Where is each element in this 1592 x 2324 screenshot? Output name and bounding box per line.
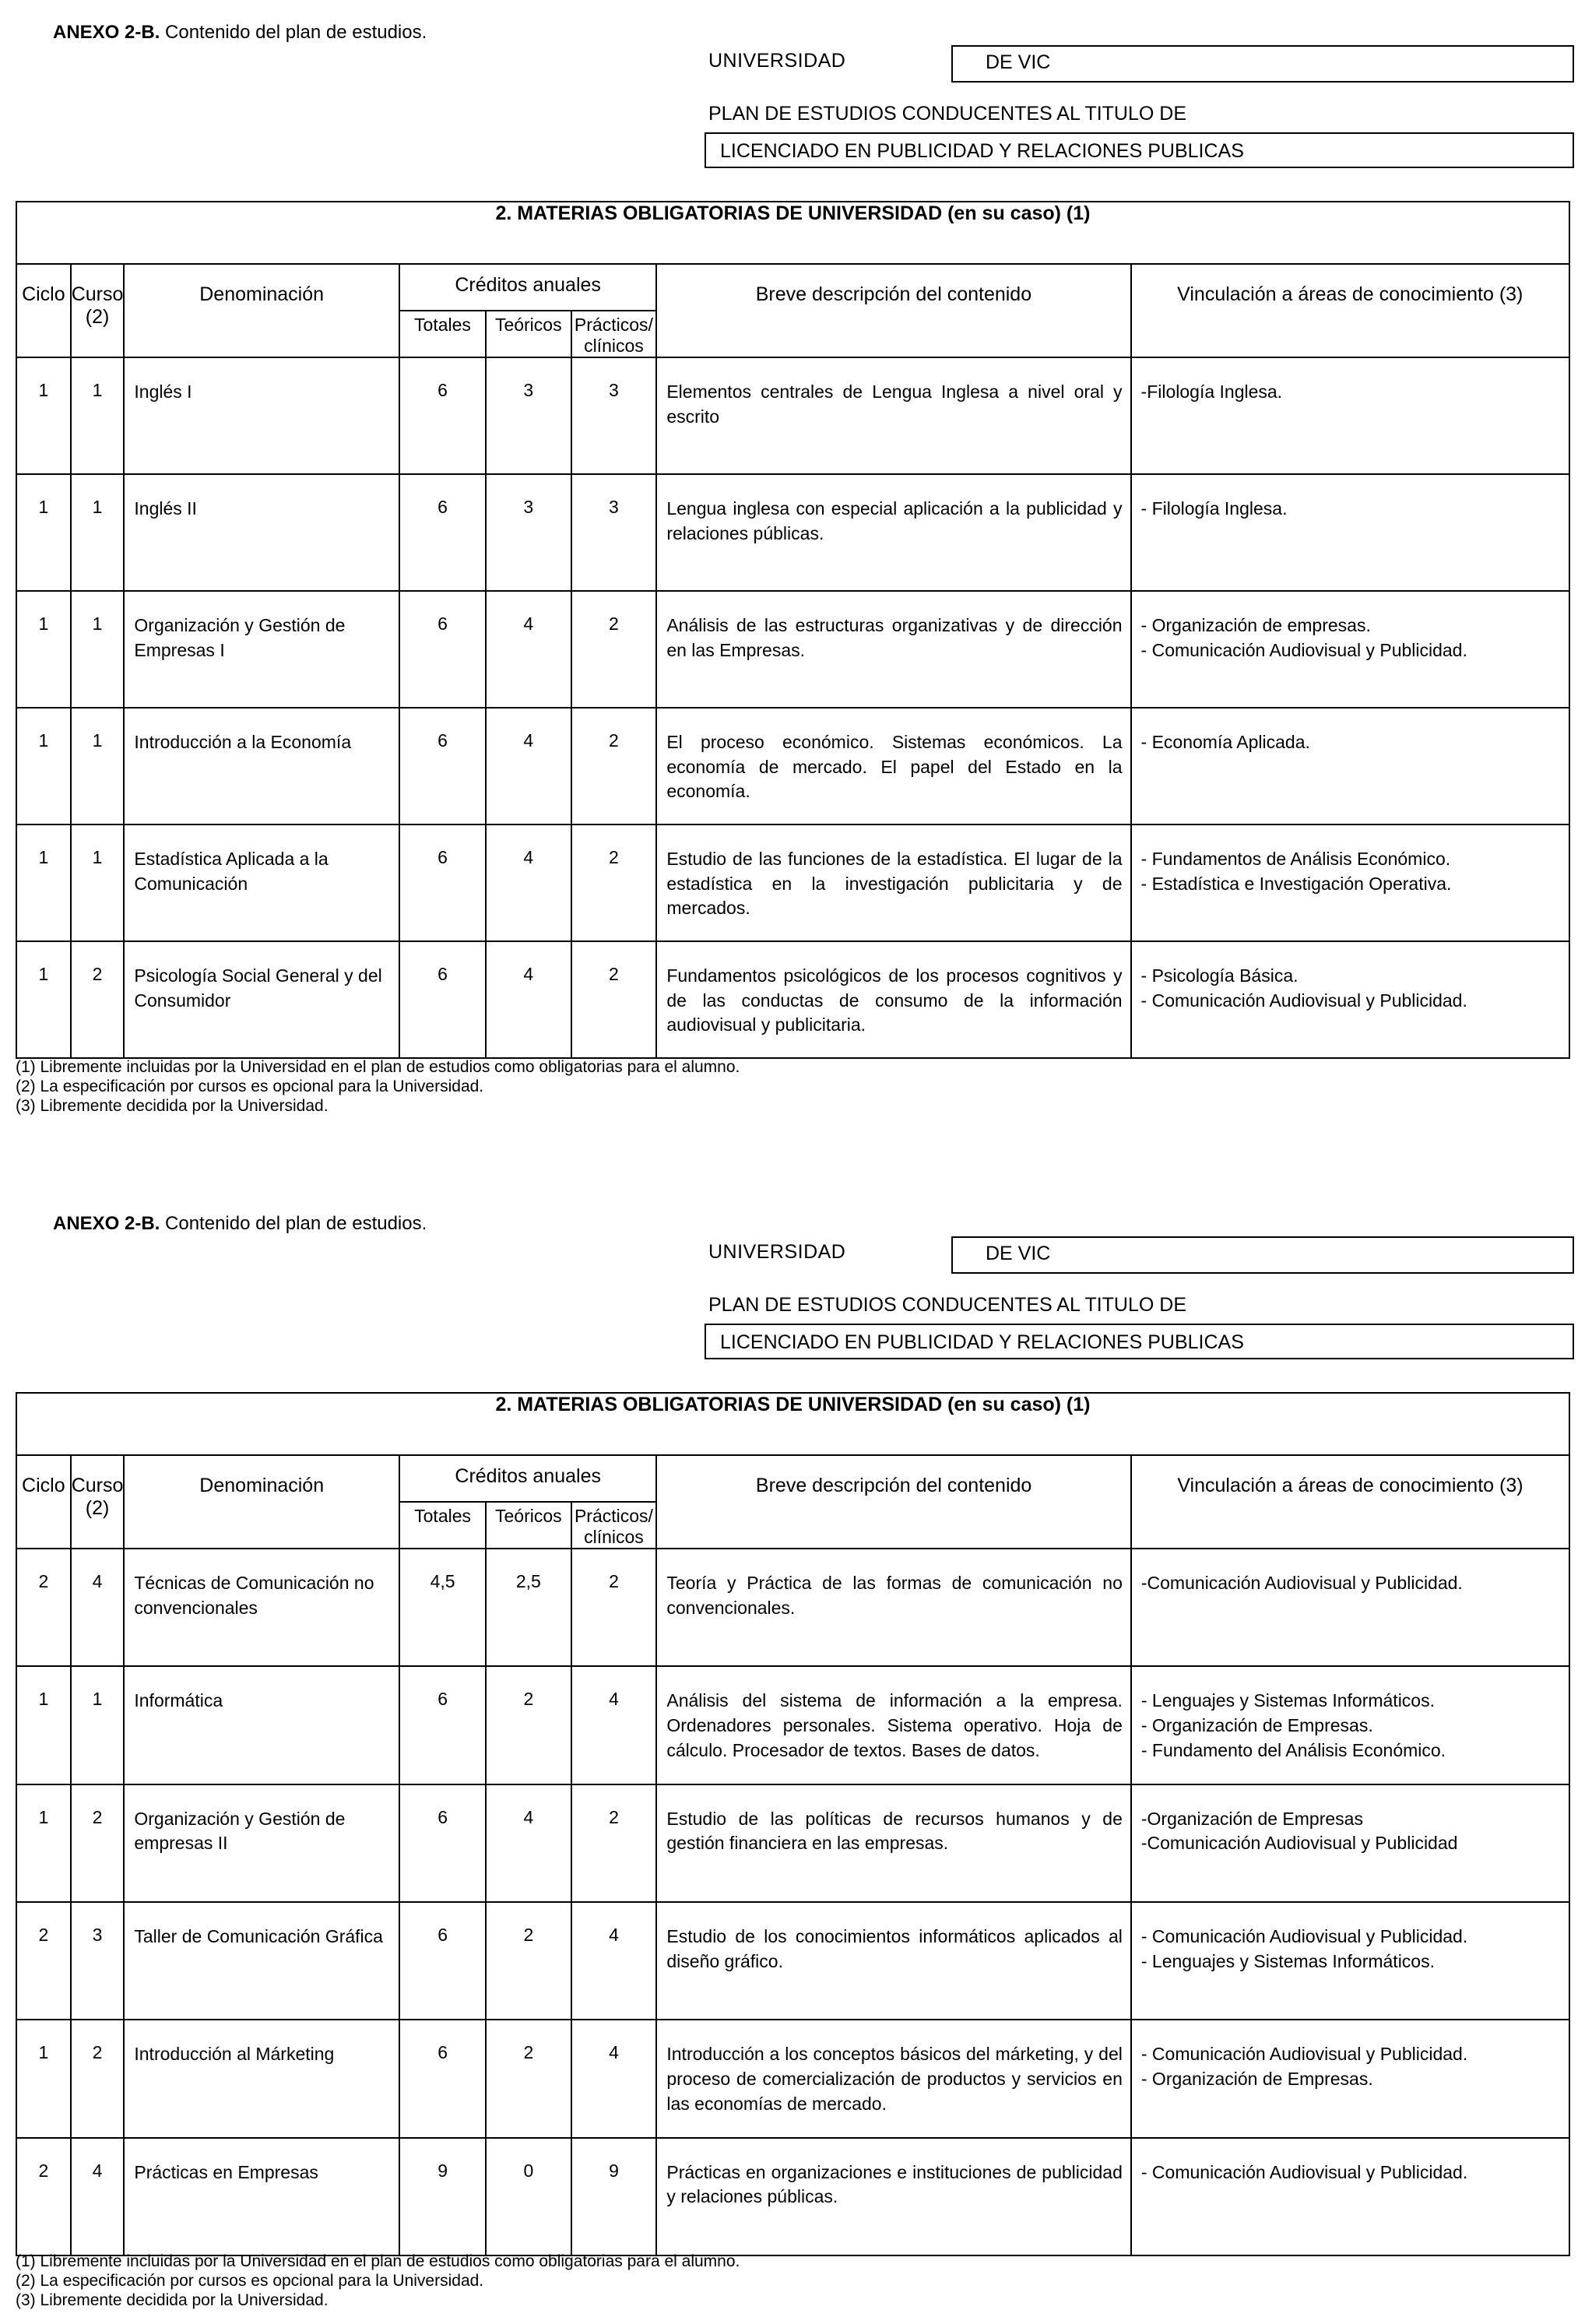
footnotes (16, 1057, 740, 1116)
curso-cell: 1 (71, 824, 125, 941)
footnote-2: (2) La especificación por cursos es opcional para la Universidad. (16, 1078, 484, 1096)
practicos-cell: 3 (571, 474, 657, 591)
denominacion-cell: Organización y Gestión de empresas II (124, 1784, 399, 1902)
header-curso: Curso (2) (71, 264, 125, 357)
footnote-1: (1) Libremente incluidas por la Universidad en el plan de estudios como obligatorias para el alumno. (16, 1058, 740, 1076)
teoricos-cell: 3 (486, 474, 571, 591)
vinculacion-cell: - Psicología Básica. - Comunicación Audiovisual y Publicidad. (1131, 941, 1569, 1058)
header-descripcion: Breve descripción del contenido (656, 264, 1130, 357)
denominacion-cell: Introducción al Márketing (124, 2020, 399, 2137)
curso-cell: 3 (71, 1902, 125, 2020)
table-title: 2. MATERIAS OBLIGATORIAS DE UNIVERSIDAD (en su caso) (1) (16, 202, 1569, 264)
practicos-cell: 3 (571, 357, 657, 474)
teoricos-cell: 2 (486, 1902, 571, 2020)
header-creditos: Créditos anuales (399, 1455, 656, 1502)
ciclo-cell: 1 (16, 824, 71, 941)
curso-cell: 1 (71, 591, 125, 708)
universidad-label: UNIVERSIDAD (708, 50, 846, 72)
curso-cell: 4 (71, 2138, 125, 2255)
practicos-cell: 2 (571, 591, 657, 708)
table-row (16, 824, 1569, 941)
denominacion-cell: Introducción a la Economía (124, 708, 399, 824)
vinculacion-cell: -Filología Inglesa. (1131, 357, 1569, 474)
teoricos-cell: 4 (486, 591, 571, 708)
ciclo-cell: 1 (16, 708, 71, 824)
curso-cell: 1 (71, 357, 125, 474)
header-vinculacion: Vinculación a áreas de conocimiento (3) (1131, 1455, 1569, 1549)
totales-cell: 6 (399, 708, 486, 824)
ciclo-cell: 2 (16, 1549, 71, 1666)
ciclo-cell: 1 (16, 591, 71, 708)
vinculacion-cell: -Organización de Empresas -Comunicación Audiovisual y Publicidad (1131, 1784, 1569, 1902)
table-row (16, 2138, 1569, 2255)
descripcion-cell: Estudio de las políticas de recursos humanos y de gestión financiera en las empresas. (656, 1784, 1131, 1902)
totales-cell: 6 (399, 591, 486, 708)
annex-title: ANEXO 2-B. Contenido del plan de estudios. (53, 22, 427, 43)
vinculacion-cell: - Lenguajes y Sistemas Informáticos. - Organización de Empresas. - Fundamento del Análisis Económico. (1131, 1666, 1569, 1784)
table-row (16, 2020, 1569, 2137)
header-descripcion: Breve descripción del contenido (656, 1455, 1131, 1549)
footnote-1: (1) Libremente incluidas por la Universidad en el plan de estudios como obligatorias para el alumno. (16, 2252, 740, 2270)
practicos-cell: 4 (571, 1666, 657, 1784)
practicos-cell: 2 (571, 824, 657, 941)
teoricos-cell: 2 (486, 2020, 571, 2137)
footnote-3: (3) Libremente decidida por la Universidad. (16, 2291, 329, 2310)
titulo-value: LICENCIADO EN PUBLICIDAD Y RELACIONES PUBLICAS (705, 1324, 1574, 1359)
vinculacion-cell: - Organización de empresas. - Comunicación Audiovisual y Publicidad. (1131, 591, 1569, 708)
denominacion-cell: Informática (124, 1666, 399, 1784)
denominacion-cell: Taller de Comunicación Gráfica (124, 1902, 399, 2020)
vinculacion-cell: - Economía Aplicada. (1131, 708, 1569, 824)
totales-cell: 6 (399, 357, 486, 474)
header-denominacion: Denominación (124, 1455, 399, 1549)
practicos-cell: 9 (571, 2138, 657, 2255)
table-row (16, 1549, 1569, 1666)
ciclo-cell: 2 (16, 1902, 71, 2020)
denominacion-cell: Inglés I (124, 357, 399, 474)
ciclo-cell: 1 (16, 1666, 71, 1784)
curso-cell: 2 (71, 941, 125, 1058)
teoricos-cell: 3 (486, 357, 571, 474)
totales-cell: 9 (399, 2138, 486, 2255)
universidad-label: UNIVERSIDAD (708, 1241, 846, 1263)
teoricos-cell: 4 (486, 941, 571, 1058)
curso-cell: 2 (71, 1784, 125, 1902)
header-teoricos: Teóricos (486, 1502, 571, 1549)
totales-cell: 4,5 (399, 1549, 486, 1666)
descripcion-cell: Elementos centrales de Lengua Inglesa a nivel oral y escrito (656, 357, 1130, 474)
materias-table (16, 201, 1570, 1059)
totales-cell: 6 (399, 2020, 486, 2137)
totales-cell: 6 (399, 941, 486, 1058)
titulo-value: LICENCIADO EN PUBLICIDAD Y RELACIONES PUBLICAS (705, 132, 1574, 168)
totales-cell: 6 (399, 474, 486, 591)
ciclo-cell: 1 (16, 941, 71, 1058)
vinculacion-cell: - Filología Inglesa. (1131, 474, 1569, 591)
totales-cell: 6 (399, 824, 486, 941)
denominacion-cell: Prácticas en Empresas (124, 2138, 399, 2255)
header-teoricos: Teóricos (486, 311, 571, 357)
footnote-3: (3) Libremente decidida por la Universidad. (16, 1097, 329, 1116)
curso-cell: 1 (71, 708, 125, 824)
materias-table (16, 1392, 1570, 2256)
descripcion-cell: Fundamentos psicológicos de los procesos cognitivos y de las conductas de consumo de la información audiovisual y publicitaria. (656, 941, 1130, 1058)
ciclo-cell: 1 (16, 1784, 71, 1902)
header-practicos: Prácticos/ clínicos (571, 1502, 657, 1549)
descripcion-cell: Estudio de las funciones de la estadística. El lugar de la estadística en la investigación publicitaria y de mercados. (656, 824, 1130, 941)
header-vinculacion: Vinculación a áreas de conocimiento (3) (1131, 264, 1569, 357)
header-practicos: Prácticos/ clínicos (571, 311, 657, 357)
descripcion-cell: Análisis del sistema de información a la empresa. Ordenadores personales. Sistema operativo. Hoja de cálculo. Procesador de textos. Bases de datos. (656, 1666, 1131, 1784)
practicos-cell: 2 (571, 708, 657, 824)
table-title: 2. MATERIAS OBLIGATORIAS DE UNIVERSIDAD (en su caso) (1) (16, 1393, 1569, 1455)
descripcion-cell: Estudio de los conocimientos informáticos aplicados al diseño gráfico. (656, 1902, 1131, 2020)
table-row (16, 708, 1569, 824)
header-curso: Curso (2) (71, 1455, 125, 1549)
practicos-cell: 4 (571, 1902, 657, 2020)
descripcion-cell: Lengua inglesa con especial aplicación a la publicidad y relaciones públicas. (656, 474, 1130, 591)
vinculacion-cell: - Comunicación Audiovisual y Publicidad. - Organización de Empresas. (1131, 2020, 1569, 2137)
ciclo-cell: 1 (16, 474, 71, 591)
totales-cell: 6 (399, 1666, 486, 1784)
descripcion-cell: Análisis de las estructuras organizativas y de dirección en las Empresas. (656, 591, 1130, 708)
annex-title: ANEXO 2-B. Contenido del plan de estudios. (53, 1213, 427, 1234)
vinculacion-cell: - Comunicación Audiovisual y Publicidad. - Lenguajes y Sistemas Informáticos. (1131, 1902, 1569, 2020)
footnotes (16, 2252, 740, 2311)
plan-label: PLAN DE ESTUDIOS CONDUCENTES AL TITULO DE (708, 103, 1187, 125)
descripcion-cell: El proceso económico. Sistemas económicos. La economía de mercado. El papel del Estado en la economía. (656, 708, 1130, 824)
descripcion-cell: Introducción a los conceptos básicos del márketing, y del proceso de comercialización de productos y servicios en las economías de mercado. (656, 2020, 1131, 2137)
vinculacion-cell: - Fundamentos de Análisis Económico. - Estadística e Investigación Operativa. (1131, 824, 1569, 941)
header-ciclo: Ciclo (16, 1455, 71, 1549)
header-creditos: Créditos anuales (399, 264, 656, 311)
table-row (16, 1666, 1569, 1784)
plan-label: PLAN DE ESTUDIOS CONDUCENTES AL TITULO DE (708, 1294, 1187, 1316)
totales-cell: 6 (399, 1902, 486, 2020)
table-row (16, 474, 1569, 591)
table-row (16, 1784, 1569, 1902)
header-denominacion: Denominación (124, 264, 399, 357)
practicos-cell: 4 (571, 2020, 657, 2137)
ciclo-cell: 2 (16, 2138, 71, 2255)
teoricos-cell: 0 (486, 2138, 571, 2255)
teoricos-cell: 4 (486, 708, 571, 824)
curso-cell: 2 (71, 2020, 125, 2137)
practicos-cell: 2 (571, 1784, 657, 1902)
universidad-value: DE VIC (951, 45, 1574, 83)
vinculacion-cell: -Comunicación Audiovisual y Publicidad. (1131, 1549, 1569, 1666)
descripcion-cell: Prácticas en organizaciones e instituciones de publicidad y relaciones públicas. (656, 2138, 1131, 2255)
descripcion-cell: Teoría y Práctica de las formas de comunicación no convencionales. (656, 1549, 1131, 1666)
teoricos-cell: 2,5 (486, 1549, 571, 1666)
header-ciclo: Ciclo (16, 264, 71, 357)
denominacion-cell: Inglés II (124, 474, 399, 591)
curso-cell: 1 (71, 474, 125, 591)
denominacion-cell: Estadística Aplicada a la Comunicación (124, 824, 399, 941)
table-row (16, 357, 1569, 474)
ciclo-cell: 1 (16, 2020, 71, 2137)
table-row (16, 941, 1569, 1058)
header-totales: Totales (399, 311, 486, 357)
curso-cell: 1 (71, 1666, 125, 1784)
table-row (16, 591, 1569, 708)
vinculacion-cell: - Comunicación Audiovisual y Publicidad. (1131, 2138, 1569, 2255)
denominacion-cell: Organización y Gestión de Empresas I (124, 591, 399, 708)
table-row (16, 1902, 1569, 2020)
totales-cell: 6 (399, 1784, 486, 1902)
teoricos-cell: 2 (486, 1666, 571, 1784)
practicos-cell: 2 (571, 1549, 657, 1666)
denominacion-cell: Técnicas de Comunicación no convencionales (124, 1549, 399, 1666)
curso-cell: 4 (71, 1549, 125, 1666)
practicos-cell: 2 (571, 941, 657, 1058)
header-totales: Totales (399, 1502, 486, 1549)
universidad-value: DE VIC (951, 1236, 1574, 1274)
footnote-2: (2) La especificación por cursos es opcional para la Universidad. (16, 2272, 484, 2291)
teoricos-cell: 4 (486, 1784, 571, 1902)
teoricos-cell: 4 (486, 824, 571, 941)
denominacion-cell: Psicología Social General y del Consumidor (124, 941, 399, 1058)
ciclo-cell: 1 (16, 357, 71, 474)
